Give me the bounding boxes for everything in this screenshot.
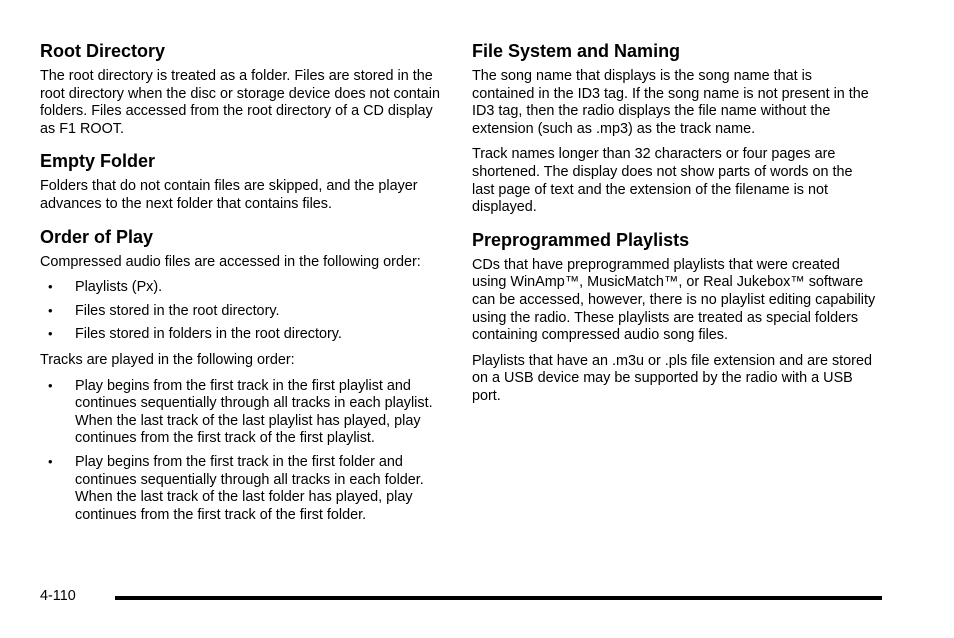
list-item [40, 279, 445, 297]
list-item [40, 326, 445, 344]
footer-rule [115, 596, 882, 600]
heading-file-system: File System and Naming [472, 41, 681, 61]
section-playlists [472, 229, 877, 406]
access-order-list [40, 279, 445, 344]
order-of-play-intro: Compressed audio files are accessed in the following order: [40, 253, 421, 270]
heading-order-of-play: Order of Play [40, 226, 154, 247]
heading-empty-folder: Empty Folder [40, 151, 156, 172]
section-file-system [472, 40, 877, 217]
heading-root-directory: Root Directory [40, 41, 166, 61]
list-item [40, 454, 445, 524]
playlists-text-2: Playlists that have an .m3u or .pls file extension and are stored on a USB device may be supported by the radio with a USB port. [472, 352, 872, 404]
bullet-icon: • [48, 326, 53, 342]
right-column [472, 40, 877, 418]
heading-playlists: Preprogrammed Playlists [472, 229, 690, 250]
list-item [40, 378, 445, 448]
section-root-directory [40, 40, 445, 138]
bullet-icon: • [48, 302, 53, 318]
list-item [40, 303, 445, 321]
track-order-list [40, 378, 445, 525]
list-item-text: Play begins from the first track in the first playlist and continues sequentially through all tracks in each playlist. When the last track of the last playlist has played, play continues from the first track of the first playlist. [75, 377, 433, 447]
page-number: 4-110 [40, 588, 76, 604]
playlists-text-1: CDs that have preprogrammed playlists that were created using WinAmp™, MusicMatch™, or Real Jukebox™ software can be accessed, however, there is no playlist editing capability using the radio. These playlists are treated as special folders containing compressed audio song files. [472, 256, 876, 344]
list-item-text: Files stored in folders in the root directory. [75, 326, 342, 343]
list-item-text: Play begins from the first track in the first folder and continues sequentially through all tracks in each folder. When the last track of the last folder has played, play continues from the first track of the first folder. [75, 453, 424, 523]
section-empty-folder [40, 150, 445, 213]
tracks-order-intro: Tracks are played in the following order: [40, 351, 295, 368]
file-system-text-2: Track names longer than 32 characters or four pages are shortened. The display does not show parts of words on the last page of text and the extension of the filename is not displayed. [472, 146, 853, 216]
bullet-icon: • [48, 279, 53, 295]
bullet-icon: • [48, 377, 53, 393]
bullet-icon: • [48, 453, 53, 469]
root-directory-text: The root directory is treated as a folder. Files are stored in the root directory when the disc or storage device does not contain folders. Files accessed from the root directory of a CD display as F1 ROOT. [40, 68, 440, 137]
empty-folder-text: Folders that do not contain files are skipped, and the player advances to the next folder that contains files. [40, 178, 418, 212]
list-item-text: Files stored in the root directory. [75, 302, 280, 319]
list-item-text: Playlists (Px). [75, 279, 163, 296]
file-system-text-1: The song name that displays is the song name that is contained in the ID3 tag. If the song name is not present in the ID3 tag, then the radio displays the file name without the extension (such as .mp3) as the track name. [472, 68, 869, 137]
left-column [40, 40, 445, 536]
section-order-of-play [40, 226, 445, 525]
